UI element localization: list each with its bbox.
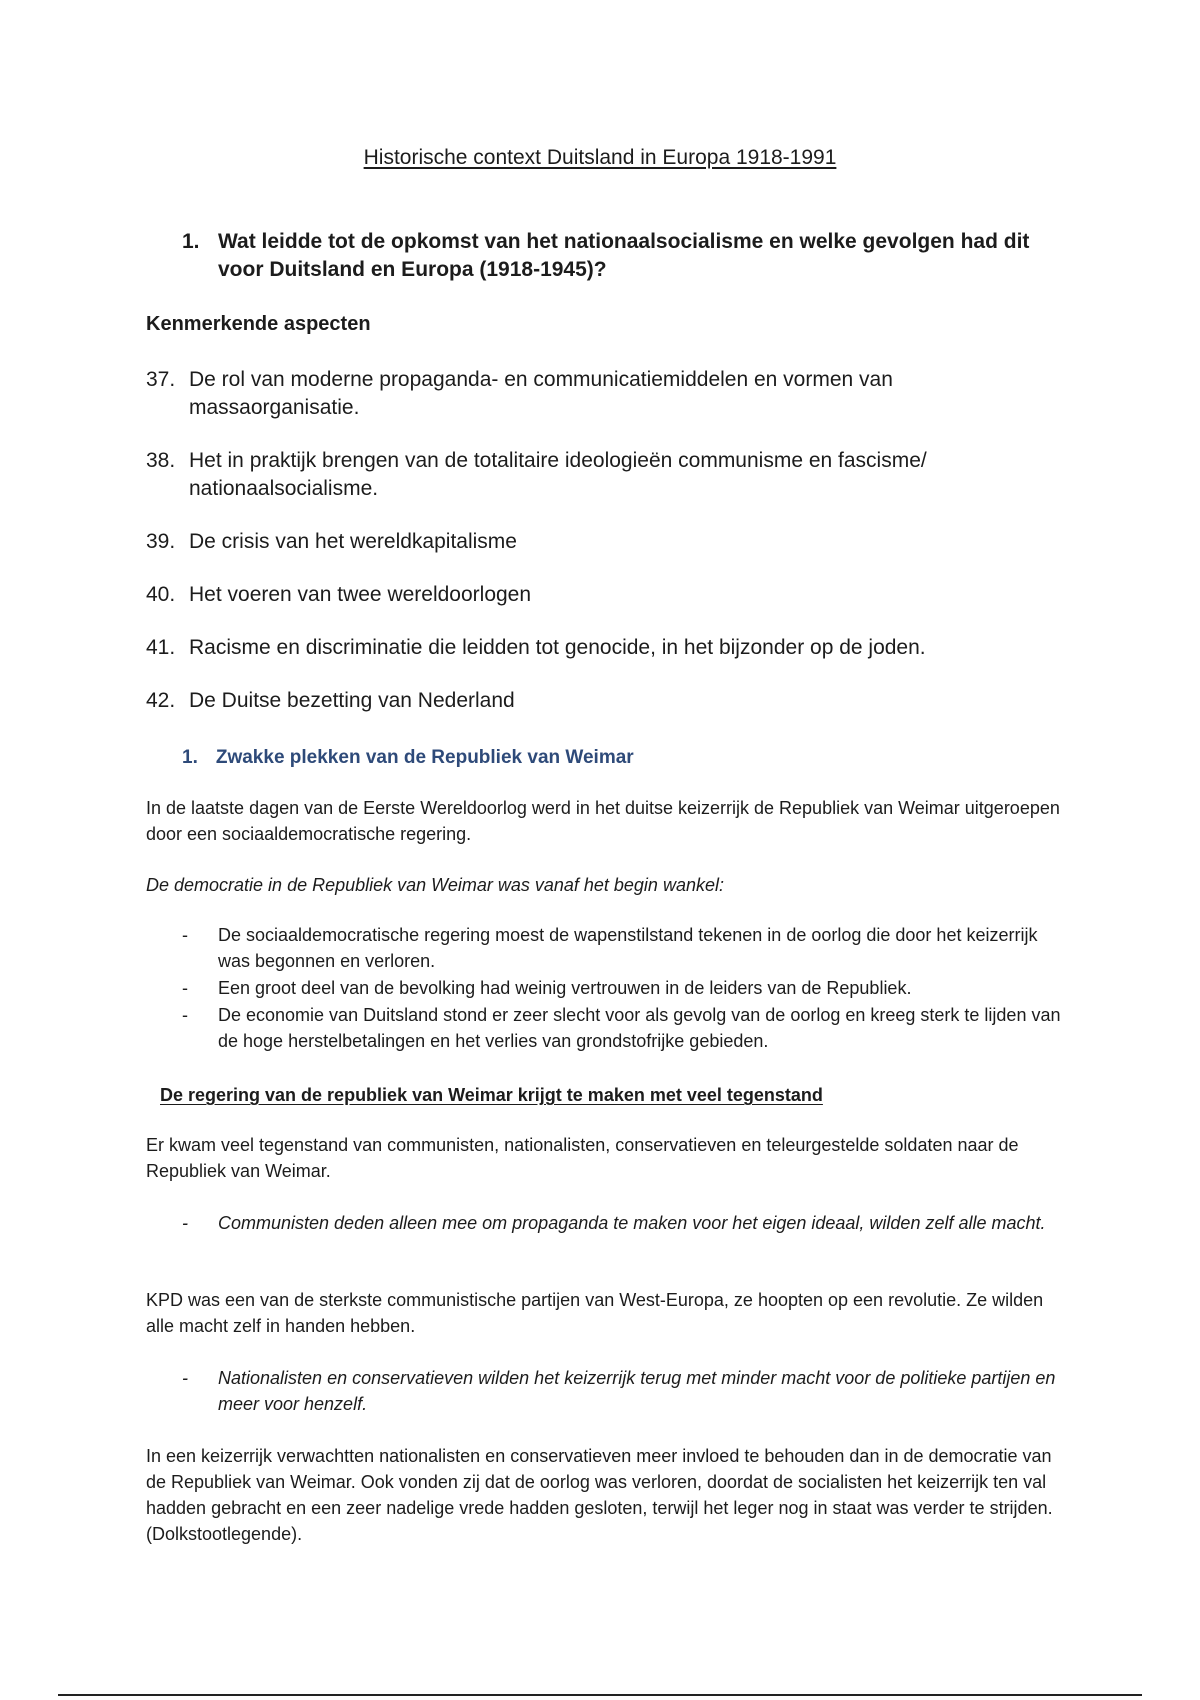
document-title: Historische context Duitsland in Europa 1918-1991 — [363, 146, 837, 169]
list-item — [182, 1002, 1062, 1054]
aspect-number: 42. — [146, 689, 176, 712]
page-bottom-rule — [58, 1694, 1142, 1696]
communists-list — [182, 1210, 1062, 1237]
aspects-heading: Kenmerkende aspecten — [146, 313, 371, 335]
aspects-list — [146, 366, 1046, 740]
bullet-text: De sociaaldemocratische regering moest de wapenstilstand tekenen in de oorlog die door het keizerrijk was begonnen en verloren. — [218, 925, 1038, 971]
aspect-number: 39. — [146, 530, 176, 553]
kpd-paragraph: KPD was een van de sterkste communistische partijen van West-Europa, ze hoopten op een revolutie. Ze wilden alle macht zelf in handen hebben. — [146, 1290, 1044, 1336]
aspect-text: De crisis van het wereldkapitalisme — [189, 530, 517, 553]
opposition-heading: De regering van de republiek van Weimar krijgt te maken met veel tegenstand — [160, 1085, 823, 1105]
bullet-text: De economie van Duitsland stond er zeer slecht voor als gevolg van de oorlog en kreeg sterk te lijden van de hoge herstelbetalingen en het verlies van grondstofrijke gebieden. — [218, 1005, 1061, 1051]
subsection-title: Zwakke plekken van de Republiek van Weimar — [215, 747, 634, 768]
subsection-heading — [182, 747, 634, 769]
list-item — [182, 922, 1062, 974]
intro-paragraph: In de laatste dagen van de Eerste Wereldoorlog werd in het duitse keizerrijk de Republiek van Weimar uitgeroepen door een sociaaldemocratische regering. — [146, 798, 1060, 844]
bullet-dash: - — [182, 978, 188, 998]
aspect-text: Racisme en discriminatie die leidden tot genocide, in het bijzonder op de joden. — [189, 636, 926, 659]
bullet-dash: - — [182, 1213, 188, 1233]
aspect-item — [146, 687, 1046, 715]
aspect-item — [146, 366, 1046, 422]
aspect-item — [146, 447, 1046, 503]
bullet-dash: - — [182, 1368, 188, 1388]
main-question-text: Wat leidde tot de opkomst van het nationaalsocialisme en welke gevolgen had dit voor Duitsland en Europa (1918-1945)? — [218, 230, 1030, 281]
list-item — [182, 1210, 1062, 1236]
bullet-text: Nationalisten en conservatieven wilden het keizerrijk terug met minder macht voor de politieke partijen en meer voor henzelf. — [218, 1368, 1056, 1414]
main-question-number: 1. — [182, 230, 200, 253]
aspect-item — [146, 634, 1046, 662]
list-item — [182, 1365, 1062, 1417]
aspect-item — [146, 528, 1046, 556]
aspect-text: Het voeren van twee wereldoorlogen — [189, 583, 532, 606]
aspect-number: 38. — [146, 449, 176, 472]
opposition-paragraph: Er kwam veel tegenstand van communisten, nationalisten, conservatieven en teleurgestelde soldaten naar de Republiek van Weimar. — [146, 1135, 1019, 1181]
aspect-item — [146, 581, 1046, 609]
bullet-dash: - — [182, 1005, 188, 1025]
nationalists-list — [182, 1365, 1062, 1418]
subsection-number: 1. — [182, 747, 198, 768]
list-item — [182, 975, 1062, 1001]
bullet-text: Communisten deden alleen mee om propaganda te maken voor het eigen ideaal, wilden zelf alle macht. — [218, 1213, 1046, 1233]
aspect-number: 41. — [146, 636, 176, 659]
bullet-text: Een groot deel van de bevolking had weinig vertrouwen in de leiders van de Republiek. — [218, 978, 912, 998]
aspect-number: 37. — [146, 368, 176, 391]
aspect-text: De rol van moderne propaganda- en communicatiemiddelen en vormen van massaorganisatie. — [189, 368, 893, 419]
aspect-text: De Duitse bezetting van Nederland — [189, 689, 515, 712]
weak-points-list — [182, 922, 1062, 1055]
italic-intro-line: De democratie in de Republiek van Weimar was vanaf het begin wankel: — [146, 875, 724, 895]
main-question — [182, 228, 1062, 284]
aspect-text: Het in praktijk brengen van de totalitaire ideologieën communisme en fascisme/ nationaalsocialisme. — [189, 449, 927, 500]
bullet-dash: - — [182, 925, 188, 945]
aspect-number: 40. — [146, 583, 176, 606]
final-paragraph: In een keizerrijk verwachtten nationalisten en conservatieven meer invloed te behouden dan in de democratie van de Republiek van Weimar. Ook vonden zij dat de oorlog was verloren, doordat de socialisten het keizerrijk ten val hadden gebracht en een zeer nadelige vrede hadden gesloten, terwijl het leger nog in staat was verder te strijden. (Dolkstootlegende). — [146, 1446, 1053, 1544]
